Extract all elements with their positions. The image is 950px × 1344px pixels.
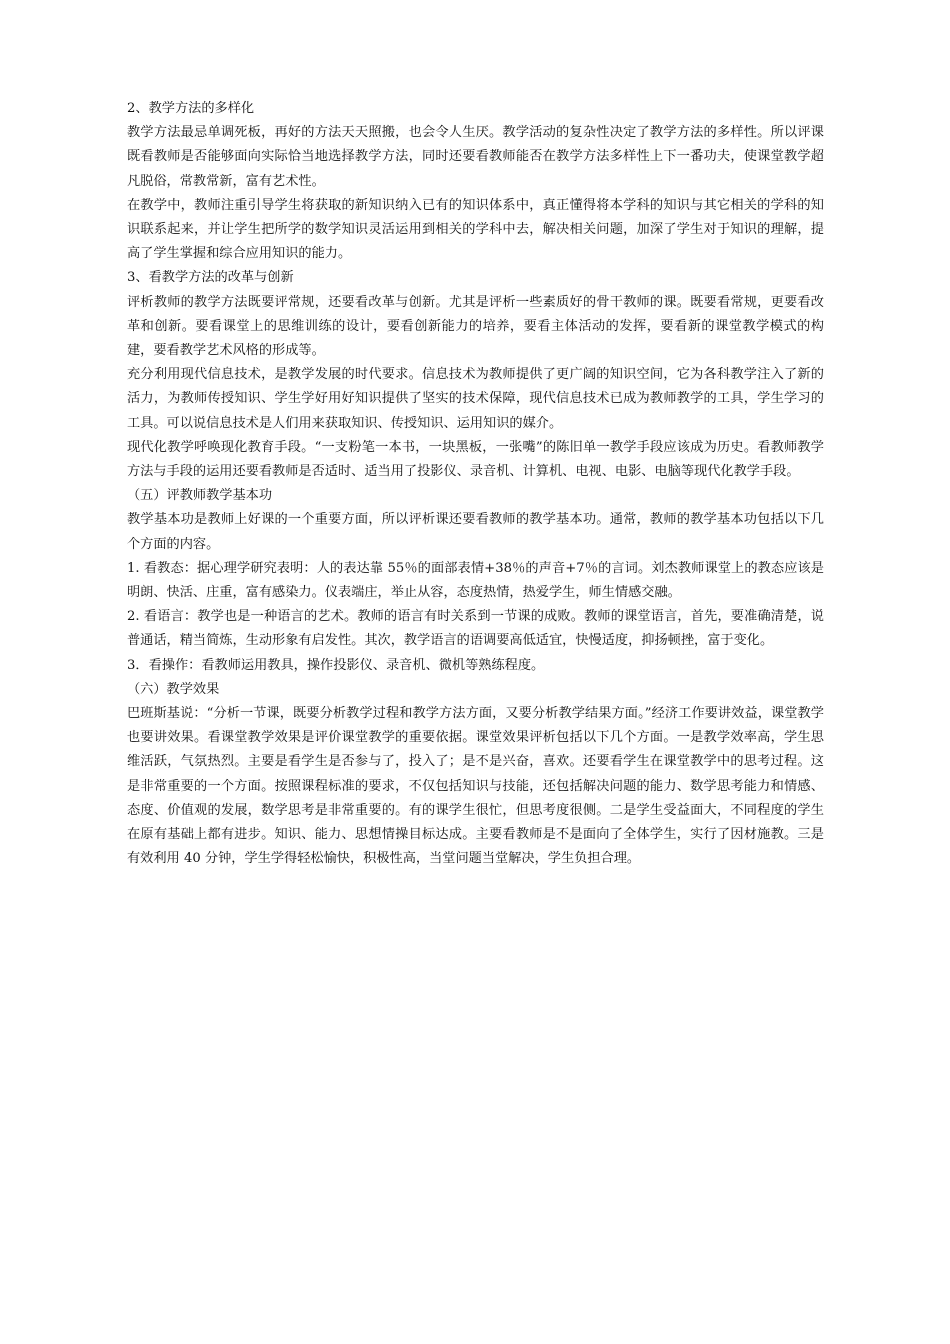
document-body <box>127 97 824 872</box>
paragraph: 充分利用现代信息技术，是教学发展的时代要求。信息技术为教师提供了更广阔的知识空间，它为各科教学注入了新的活力，为教师传授知识、学生学好用好知识提供了坚实的技术保障，现代信息技术已成为教师教学的工具，学生学习的工具。可以说信息技术是人们用来获取知识、传授知识、运用知识的媒介。 <box>127 367 824 431</box>
section-heading: 2、教学方法的多样化 <box>127 101 255 116</box>
section-heading: （五）评教师教学基本功 <box>127 488 273 504</box>
paragraph: 评析教师的教学方法既要评常规，还要看改革与创新。尤其是评析一些素质好的骨干教师的课。既要看常规，更要看改革和创新。要看课堂上的思维训练的设计，要看创新能力的培养，要看主体活动的发挥，要看新的课堂教学模式的构建，要看教学艺术风格的形成等。 <box>127 294 824 359</box>
paragraph: 在教学中，教师注重引导学生将获取的新知识纳入已有的知识体系中，真正懂得将本学科的知识与其它相关的学科的知识联系起来，并让学生把所学的数学知识灵活运用到相关的学科中去，解决相关问题，加深了学生对于知识的理解，提高了学生掌握和综合应用知识的能力。 <box>127 197 824 262</box>
paragraph: 现代化教学呼唤现化教育手段。“一支粉笔一本书，一块黑板，一张嘴”的陈旧单一教学手段应该成为历史。看教师教学方法与手段的运用还要看教师是否适时、适当用了投影仪、录音机、计算机、电视、电影、电脑等现代化教学手段。 <box>127 439 824 480</box>
section-heading: 3、看教学方法的改革与创新 <box>127 270 294 286</box>
paragraph: 巴班斯基说：“分析一节课，既要分析教学过程和教学方法方面，又要分析教学结果方面。”经济工作要讲效益，课堂教学也要讲效果。看课堂教学效果是评价课堂教学的重要依据。课堂效果评析包括以下几个方面。一是教学效率高，学生思维活跃，气氛热烈。主要是看学生是否参与了，投入了；是不是兴奋，喜欢。还要看学生在课堂教学中的思考过程。这是非常重要的一个方面。按照课程标准的要求，不仅包括知识与技能，还包括解决问题的能力、数学思考能力和情感、态度、价值观的发展，数学思考是非常重要的。有的课学生很忙，但思考度很侧。二是学生受益面大，不同程度的学生在原有基础上都有进步。知识、能力、思想情操目标达成。主要看教师是不是面向了全体学生，实行了因材施教。三是有效利用 40 分钟，学生学得轻松愉快，积极性高，当堂问题当堂解决，学生负担合理。 <box>127 706 824 867</box>
paragraph: 教学基本功是教师上好课的一个重要方面，所以评析课还要看教师的教学基本功。通常，教师的教学基本功包括以下几个方面的内容。 <box>127 512 824 552</box>
list-item: 3．看操作：看教师运用教具，操作投影仪、录音机、微机等熟练程度。 <box>127 657 545 673</box>
list-item: 1. 看教态：据心理学研究表明：人的表达靠 55％的面部表情+38％的声音+7％的言词。刘杰教师课堂上的教态应该是明朗、快活、庄重，富有感染力。仪表端庄，举止从容，态度热情，热爱学生，师生情感交融。 <box>127 560 824 601</box>
section-heading: （六）教学效果 <box>127 681 220 697</box>
list-item: 2. 看语言：教学也是一种语言的艺术。教师的语言有时关系到一节课的成败。教师的课堂语言，首先，要准确清楚，说普通话，精当简炼，生动形象有启发性。其次，教学语言的语调要高低适宜，快慢适度，抑扬顿挫，富于变化。 <box>127 609 824 649</box>
paragraph: 教学方法最忌单调死板，再好的方法天天照搬，也会令人生厌。教学活动的复杂性决定了教学方法的多样性。所以评课既看教师是否能够面向实际恰当地选择教学方法，同时还要看教师能否在教学方法多样性上下一番功夫，使课堂教学超凡脱俗，常教常新，富有艺术性。 <box>127 125 824 189</box>
